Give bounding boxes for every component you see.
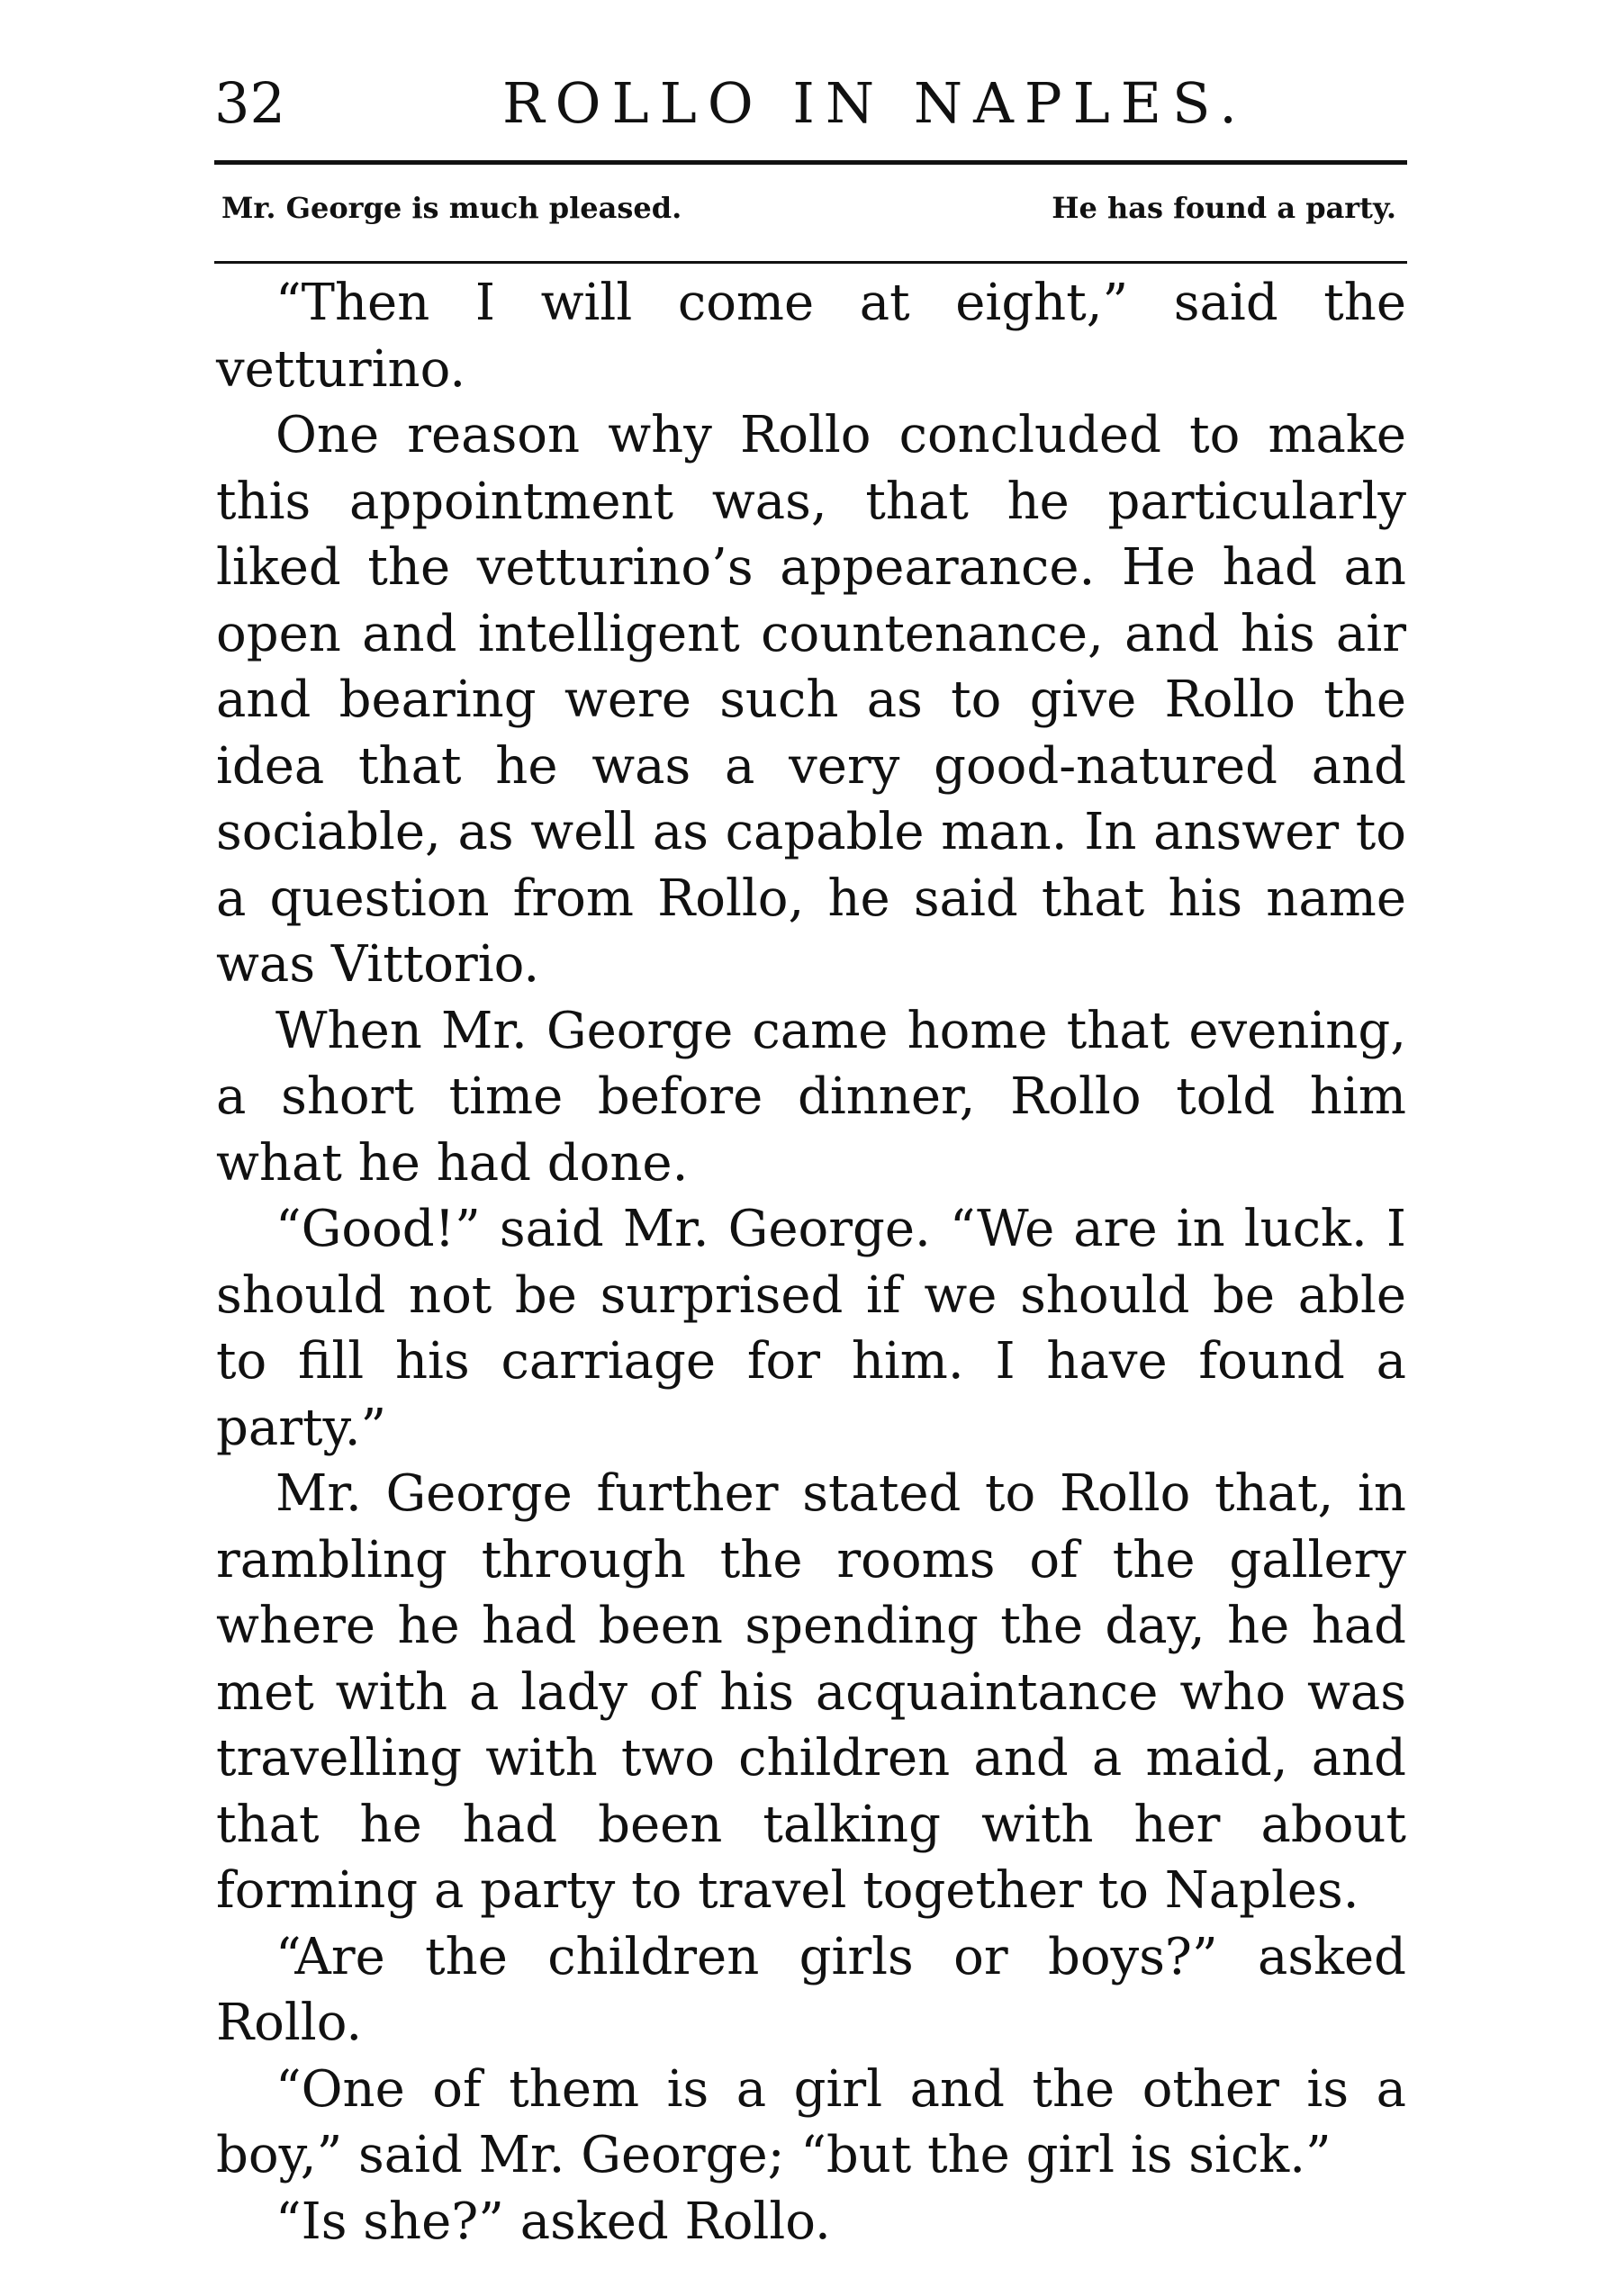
headnotes xyxy=(214,178,1407,238)
paragraph: “Good!” said Mr. George. “We are in luck. I should not be surprised if we should be able to fill his carriage for him. I have found a party.” xyxy=(216,1200,1406,1457)
paragraph: “Are the children girls or boys?” asked Rollo. xyxy=(216,1927,1406,2052)
paragraph: One reason why Rollo concluded to make this appointment was, that he particularly liked the vetturino’s appearance. He had an open and intelligent countenance, and his air and bearing were such as to give Rollo the idea that he was a very good-natured and sociable, as well as capable man. In answer to a question from Rollo, he said that his name was Vittorio. xyxy=(216,406,1406,994)
paragraph: When Mr. George came home that evening, a short time before dinner, Rollo told him what he had done. xyxy=(216,1001,1406,1193)
paragraph: Mr. George further stated to Rollo that, in rambling through the rooms of the gallery where he had been spending the day, he had met with a lady of his acquaintance who was travelling with two children and a maid, and that he had been talking with her about forming a party to travel together to Naples. xyxy=(216,1464,1406,1920)
header-rule-bottom xyxy=(214,261,1407,264)
book-title: ROLLO IN NAPLES. xyxy=(502,70,1248,136)
header-rule-top xyxy=(214,160,1407,165)
body-text xyxy=(216,270,1406,2255)
running-head xyxy=(214,63,1407,144)
page-number: 32 xyxy=(214,70,285,136)
headnote-left: Mr. George is much pleased. xyxy=(221,191,682,225)
paragraph: “Is she?” asked Rollo. xyxy=(275,2192,831,2251)
paragraph: “One of them is a girl and the other is a boy,” said Mr. George; “but the girl is sick.” xyxy=(216,2059,1406,2184)
headnote-right: He has found a party. xyxy=(1052,191,1396,225)
paragraph: “Then I will come at eight,” said the vetturino. xyxy=(216,274,1406,399)
